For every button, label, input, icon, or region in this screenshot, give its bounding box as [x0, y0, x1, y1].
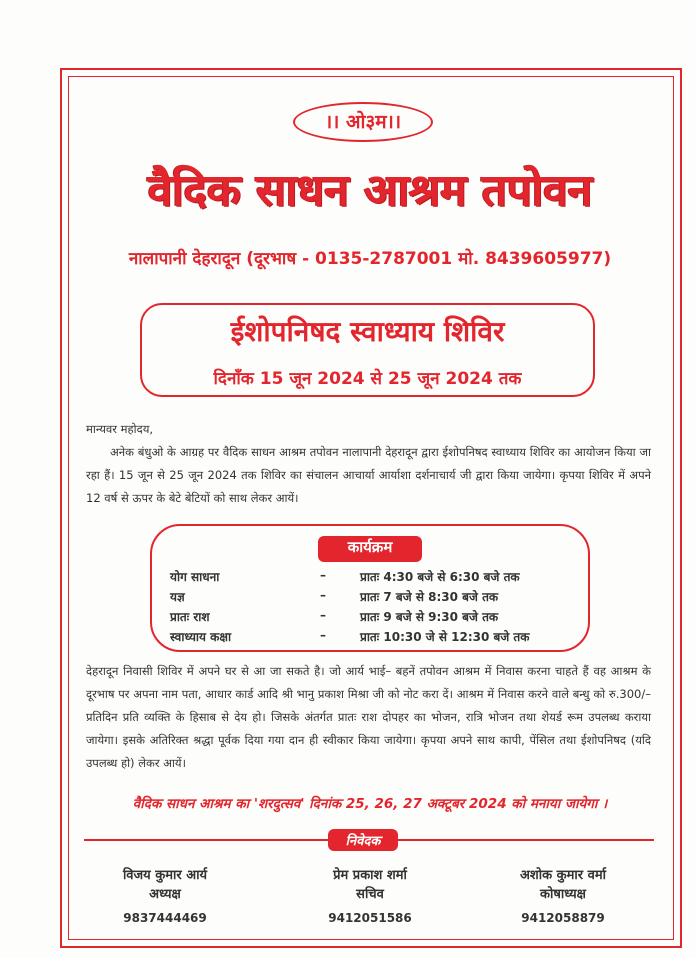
signatory-role: अध्यक्ष: [149, 887, 181, 902]
program-dash: –: [320, 628, 326, 642]
program-activity: स्वाध्याय कक्षा: [170, 630, 232, 644]
program-dash: –: [320, 568, 326, 582]
camp-date: दिनाँक 15 जून 2024 से 25 जून 2024 तक: [213, 369, 522, 389]
program-activity: प्रातः राश: [170, 610, 210, 624]
signatory-treasurer: [478, 866, 648, 930]
signatory-secretary: [285, 866, 455, 930]
salutation: मान्यवर महोदय,: [86, 422, 154, 436]
signatory-phone: 9412051586: [328, 911, 412, 925]
signatory-name: प्रेम प्रकाश शर्मा: [333, 868, 407, 883]
camp-title: ईशोपनिषद स्वाध्याय शिविर: [230, 315, 505, 348]
festival-notice: वैदिक साधन आश्रम का 'शरदुत्सव' दिनांक 25, 26, 27 अक्टूबर 2024 को मनाया जायेगा ।: [132, 796, 608, 812]
signatory-name: अशोक कुमार वर्मा: [520, 868, 606, 883]
signatory-phone: 9412058879: [521, 911, 605, 925]
program-time: प्रातः 7 बजे से 8:30 बजे तक: [360, 590, 499, 604]
signatory-role: सचिव: [356, 887, 384, 902]
program-dash: –: [320, 588, 326, 602]
page-title: वैदिक साधन आश्रम तपोवन: [147, 165, 593, 216]
address-line: नालापानी देहरादून (दूरभाष - 0135-2787001 मो. 8439605977): [128, 249, 612, 269]
signatory-phone: 9837444469: [123, 911, 207, 925]
om-text: ।। ओ३म।।: [324, 111, 402, 133]
program-time: प्रातः 10:30 जे से 12:30 बजे तक: [360, 630, 530, 644]
program-time: प्रातः 9 बजे से 9:30 बजे तक: [360, 610, 499, 624]
intro-paragraph: अनेक बंधुओ के आग्रह पर वैदिक साधन आश्रम तपोवन नालापानी देहरादून द्वारा ईशोपनिषद स्वाध्याय शिविर का आयोजन किया जा रहा हैं। 15 जून से 25 जून 2024 तक शिविर का संचालन आचार्या आर्याशा दर्शनाचार्य जी द्वारा किया जायेगा। कृपया शिविर में अपने 12 वर्ष से ऊपर के बेटे बेटियों को साथ लेकर आयें।: [86, 445, 651, 505]
program-activity: यज्ञ: [170, 590, 185, 604]
program-dash: –: [320, 608, 326, 622]
program-activity: योग साधना: [170, 570, 220, 584]
details-paragraph: देहरादून निवासी शिविर में अपने घर से आ जा सकते है। जो आर्य भाई– बहनें तपोवन आश्रम में निवास करना चाहते हैं वह आश्रम के दूरभाष पर अपना नाम पता, आधार कार्ड आदि श्री भानु प्रकाश मिश्रा जी को नोट करा दें। आश्रम में निवास करने वाले बन्धु को रु.300/– प्रतिदिन प्रति व्यक्ति के हिसाब से देय हो। जिसके अंतर्गत प्रातः राश दोपहर का भोजन, रात्रि भोजन तथा शेयर्ड रूम उपलब्ध कराया जायेगा। इसके अतिरिक्त श्रद्धा पूर्वक दिया गया दान ही स्वीकार किया जायेगा। कृपया अपने साथ कापी, पेंसिल तथा ईशोपनिषद (यदि उपलब्ध हो) लेकर आयें।: [86, 664, 651, 770]
signatory-president: [80, 866, 250, 930]
program-title: कार्यक्रम: [347, 538, 393, 556]
program-time: प्रातः 4:30 बजे से 6:30 बजे तक: [360, 570, 520, 584]
signatory-role: कोषाध्यक्ष: [540, 887, 586, 902]
nivedak-label: निवेदक: [345, 834, 381, 849]
om-emblem: [293, 102, 433, 142]
signatory-name: विजय कुमार आर्य: [122, 868, 208, 883]
